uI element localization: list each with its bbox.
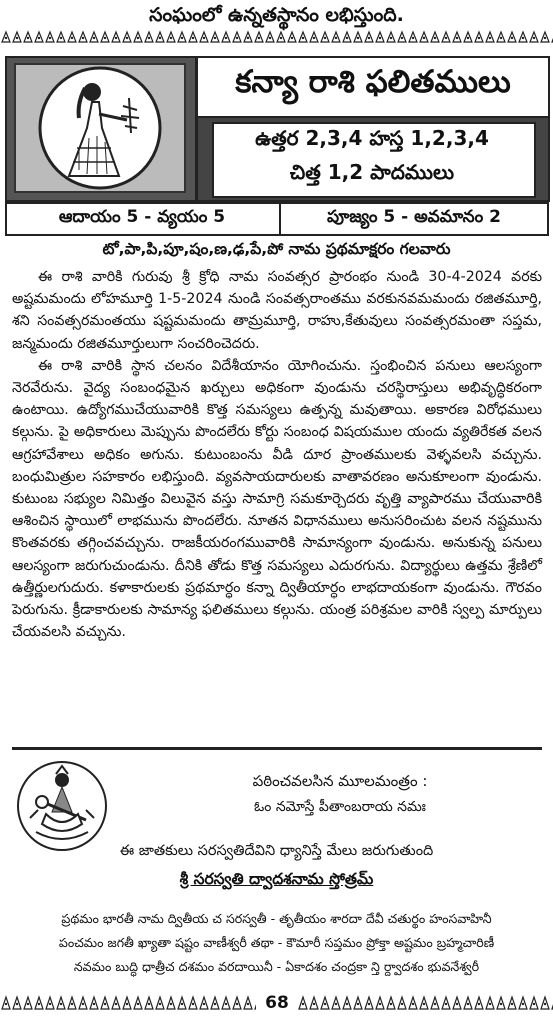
income-expense: ఆదాయం 5 - వ్యయం 5 <box>58 207 226 227</box>
stotram-title: శ్రీ సరస్వతి ద్వాదశనామ స్తోత్రమ్ <box>179 870 374 888</box>
zodiac-panel <box>5 56 197 202</box>
saraswati-image <box>16 760 108 852</box>
stotram-line-3: నవమం బుద్ధి ధాత్రీచ దశమం వరదాయినీ - ఏకాదశం చంద్రకా న్తి ర్ద్వాదశం భువనేశ్వరీ <box>73 959 480 974</box>
honor-insult: పూజ్యం 5 - అవమానం 2 <box>327 207 501 227</box>
stats-row <box>5 202 549 236</box>
nakshatra-line-1: ఉత్తర 2,3,4 హస్త 1,2,3,4 <box>255 126 489 150</box>
paragraph-predictions: ఈ రాశి వారికి స్థాన చలనం విదేశీయానం యోగించును. స్తంభించిన పనులు ఆలస్యంగా నెరవేరును. వైద్య సంబంధమైన ఖర్చులు అధికంగా వుండును చరస్థిరాస్తులు అభివృద్ధికరంగా ఉంటాయి. ఉద్యోగముచేయువారికి కొత్త సమస్యలు ఉత్పన్న మవుతాయి. అకారణ విరోధములు కల్గును. పై అధికారులు మెప్పును పొందలేరు కోర్టు సంబంధ విషయముల యందు వ్యతిరేకత వలన ఆగ్రహావేశాలు అధికం అగును. కుటుంబంను వీడి దూర ప్రాంతములకు వెళ్ళవలసి వచ్చును. బంధుమిత్రుల సహకారం లభిస్తుంది. వ్యవసాయదారులకు వాతావరణం అనుకూలంగా వుండును. కుటుంబ సభ్యుల నిమిత్తం విలువైన వస్తు సామాగ్రి సమకూర్చెదరు వృత్తి వ్యాపారము చేయువారికి ఆశించిన స్థాయిలో లాభమును పొందలేరు. నూతన విధానములు అనుసరించుట వలన నష్టమును కొంతవరకు తగ్గించవచ్చును. రాజకీయరంగమువారికి సామాన్యంగా వుండును. అనుకున్న పనులు ఆలస్యంగా జరుగుచుండును. దీనికి తోడు కొత్త సమస్యలు ఎదురగును. విద్యార్థులు ఉత్తమ శ్రేణిలో ఉత్తీర్ణులగుదురు. కళాకారులకు ప్రథమార్ధం కన్నా ద్వితీయార్ధం లాభదాయకంగా వుండును. గౌరవం పెరుగును. క్రీడాకారులకు సామాన్య ఫలితములు కల్గును. యంత్ర పరిశ్రమల వారికి స్వల్ప మార్పులు చేయవలసి వచ్చును. <box>12 357 542 641</box>
header-tagline: సంఘంలో ఉన్నతస్థానం లభిస్తుంది. <box>149 4 404 26</box>
page-number: 68 <box>265 993 289 1013</box>
title-panel <box>196 56 550 202</box>
section-divider <box>12 747 542 750</box>
paragraph-planets: ఈ రాశి వారికి గురువు శ్రీ క్రోధి నామ సంవత్సర ప్రారంభం నుండి 30-4-2024 వరకు అష్టమమందు లోహమూర్తి 1-5-2024 నుండి సంవత్సరాంతము వరకునవమమందు రజితమూర్తి, శని సంవత్సరమంతయు షష్టమమందు తామ్రమూర్తి, రాహు,కేతువులు సంవత్సరమంతా సప్తమ, జన్మమందు రజితమూర్తులుగా సంచరించెదరు. <box>12 269 542 352</box>
nakshatra-line-2: చిత్త 1,2 పాదములు <box>289 160 455 184</box>
prediction-text <box>12 266 542 643</box>
mantra-heading: పఠించవలసిన మూలమంత్రం : <box>252 772 428 790</box>
stotram-line-1: ప్రథమం భారతీ నామ ద్వితీయ చ సరస్వతీ - తృతీయం శారదా దేవీ చతుర్థం హంసవాహినీ <box>61 911 492 926</box>
saraswati-icon <box>16 760 108 852</box>
name-letters-line: టో,పా,పి,పూ,షం,ణ,ఢ,పే,పో నామ ప్రథమాక్షరం గలవారు <box>102 240 451 258</box>
virgo-icon <box>7 58 195 200</box>
mantra-benefit: ఈ జాతకులు సరస్వతిదేవిని ధ్యానిస్తే మేలు జరుగుతుంది <box>119 843 434 859</box>
mantra-text: ఓం నమోస్తే పీతాంబరాయ నమః <box>254 799 426 815</box>
top-border-pattern <box>0 30 553 44</box>
stotram-line-2: పంచమం జగతీ ఖ్యాతా షష్టం వాణీశ్వరీ తథా - కౌమారీ సప్తమం ప్రోక్తా అష్టమం బ్రహ్మచారిణీ <box>58 935 495 950</box>
page-title: కన్యా రాశి ఫలితములు <box>235 64 511 100</box>
